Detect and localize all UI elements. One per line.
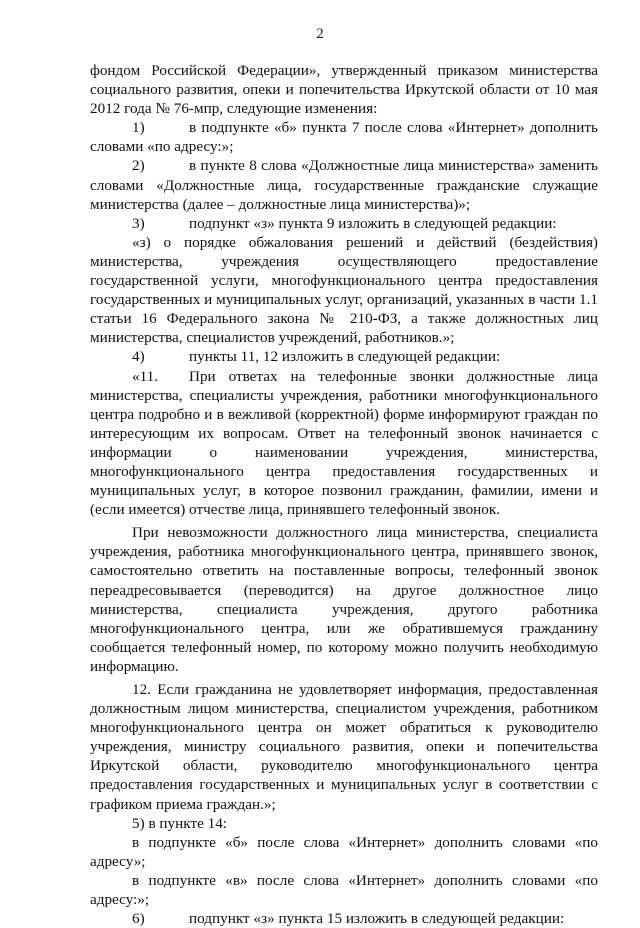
paragraph-subitem-z: «з) о порядке обжалования решений и действий (бездействия) министерства, учреждения осуществляющего предоставление государственной услуги, многофункционального центра предоставления государственных и муниципальных услуг, организаций, указанных в части 1.1 статьи 16 Федерального закона № 210-ФЗ, а также должностных лиц министерства, специалистов учреждений, работников.»; xyxy=(90,233,598,347)
item-number: 2) xyxy=(132,157,145,175)
paragraph-item-6: 6) подпункт «з» пункта 15 изложить в следующей редакции: xyxy=(132,910,565,928)
document-body xyxy=(90,61,598,928)
paragraph-item-1: 1) в подпункте «б» пункта 7 после слова «Интернет» дополнить словами «по адресу:»; xyxy=(90,119,598,156)
item-number: 4) xyxy=(132,348,145,366)
item-number: 1) xyxy=(132,119,145,137)
item-number: 6) xyxy=(132,910,145,928)
page-number: 2 xyxy=(316,26,324,42)
paragraph-intro: фондом Российской Федерации», утвержденный приказом министерства социального развития, опеки и попечительства Иркутской области от 10 мая 2012 года № 76-мпр, следующие изменения: xyxy=(90,62,598,118)
paragraph-clause-11: «11. При ответах на телефонные звонки должностные лица министерства, специалисты учреждения, работники многофункционального центра подробно и в вежливой (корректной) форме информируют граждан по интересующим их вопросам. Ответ на телефонный звонок начинается с информации о наименовании учреждения, министерства, многофункционального центра предоставления государственных и муниципальных услуг, в которое позвонил гражданин, фамилии, имени и (если имеется) отчестве лица, принявшего телефонный звонок. xyxy=(90,367,598,519)
paragraph-redirect: При невозможности должностного лица министерства, специалиста учреждения, работника многофункционального центра, принявшего звонок, самостоятельно ответить на поставленные вопросы, телефонный звонок переадресовывается (переводится) на другое должностное лицо министерства, специалиста учреждения, другого работника многофункционального центра, или же обратившемуся гражданину сообщается телефонный номер, по которому можно получить необходимую информацию. xyxy=(90,524,598,675)
paragraph-item-2: 2) в пункте 8 слова «Должностные лица министерства» заменить словами «Должностные лица, государственные гражданские служащие министерства (далее – должностные лица министерства)»; xyxy=(90,157,598,213)
paragraph-subitem-b: в подпункте «б» после слова «Интернет» дополнить словами «по адресу»; xyxy=(90,833,598,870)
item-number: 3) xyxy=(132,214,145,232)
clause-number: «11. xyxy=(132,367,159,385)
paragraph-item-5: 5) в пункте 14: xyxy=(132,814,228,832)
paragraph-item-3: 3) подпункт «з» пункта 9 изложить в следующей редакции: xyxy=(132,214,557,232)
paragraph-subitem-v: в подпункте «в» после слова «Интернет» дополнить словами «по адресу:»; xyxy=(90,871,598,909)
paragraph-clause-12: 12. Если гражданина не удовлетворяет информация, предоставленная должностным лицом министерства, специалистом учреждения, работником многофункционального центра он может обратиться к руководителю учреждения, министру социального развития, опеки и попечительства Иркутской области, руководителю многофункционального центра предоставления государственных и муниципальных услуг в соответствии с графиком приема граждан.»; xyxy=(90,681,598,813)
paragraph-item-4: 4) пункты 11, 12 изложить в следующей редакции: xyxy=(132,348,501,366)
